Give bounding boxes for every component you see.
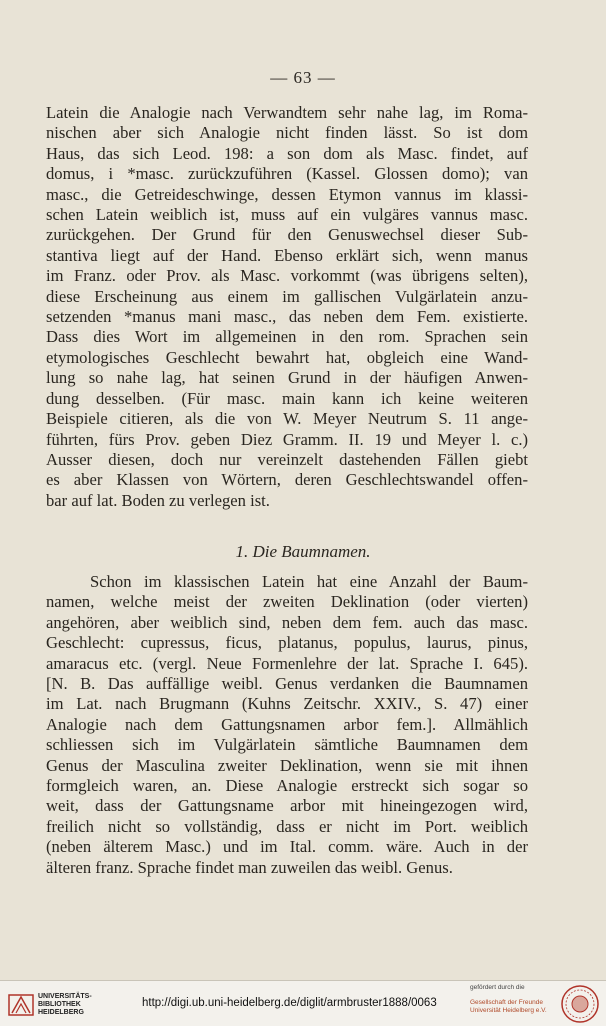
text-line: führten, fürs Prov. geben Diez Gramm. II. 19 und Meyer l. c.): [46, 429, 528, 449]
text-line: Beispiele citieren, als die von W. Meyer Neutrum S. 11 ange-: [46, 409, 528, 429]
text-line: schliessen sich im Vulgärlatein sämtliche Baumnamen dem: [46, 735, 528, 755]
text-line: domus, i *masc. zurückzuführen (Kassel. Glossen domo); van: [46, 164, 528, 184]
text-line: angehören, aber weiblich sind, neben dem fem. auch das masc.: [46, 612, 528, 632]
sponsor-name-line: Universität Heidelberg e.V.: [470, 1007, 547, 1014]
text-line: Schon im klassischen Latein hat eine Anzahl der Baum-: [90, 572, 528, 591]
text-line: dung desselben. (Für masc. main kann ich keine weiteren: [46, 388, 528, 408]
text-line: freilich nicht so vollständig, dass er nicht im Port. weiblich: [46, 816, 528, 836]
text-line: lung so nahe lag, hat seinen Grund in der häufigen Anwen-: [46, 368, 528, 388]
text-line: (neben älterem Masc.) und im Ital. comm. wäre. Auch in der: [46, 837, 528, 857]
text-line: masc., die Getreideschwinge, dessen Etymon vannus im klassi-: [46, 184, 528, 204]
text-line: Latein die Analogie nach Verwandtem sehr nahe lag, im Roma-: [46, 103, 528, 122]
paragraph-2: [46, 572, 528, 878]
sponsor-note: gefördert durch die: [470, 984, 525, 991]
text-line: bar auf lat. Boden zu verlegen ist.: [46, 490, 270, 510]
text-line: formgleich waren, an. Diese Analogie erstreckt sich sogar so: [46, 776, 528, 796]
text-line: nischen aber sich Analogie nicht finden lässt. So ist dom: [46, 123, 528, 143]
text-line: amaracus etc. (vergl. Neue Formenlehre der lat. Sprache I. 645).: [46, 653, 528, 673]
viewer-footer: [0, 980, 606, 1026]
text-line: etymologisches Geschlecht bewahrt hat, obgleich eine Wand-: [46, 347, 528, 367]
section-heading: 1. Die Baumnamen.: [235, 542, 371, 561]
sponsor-name: [470, 999, 547, 1015]
permalink-url[interactable]: http://digi.ub.uni-heidelberg.de/diglit/armbruster1888/0063: [142, 997, 437, 1009]
text-line: stantiva liegt auf der Hand. Ebenso erklärt sich, wenn manus: [46, 245, 528, 265]
paragraph-1: [46, 103, 528, 511]
text-line: es aber Klassen von Wörtern, deren Geschlechtswandel offen-: [46, 470, 528, 490]
library-name-line: BIBLIOTHEK: [38, 1001, 81, 1008]
library-name-line: HEIDELBERG: [38, 1009, 84, 1016]
text-line: namen, welche meist der zweiten Deklination (oder vierten): [46, 592, 528, 612]
library-name-line: UNIVERSITÄTS-: [38, 993, 92, 1000]
text-line: [N. B. Das auffällige weibl. Genus verdanken die Baumnamen: [46, 674, 528, 694]
library-name: [38, 993, 92, 1017]
text-line: im Franz. oder Prov. als Masc. vorkommt (was übrigens selten),: [46, 266, 528, 286]
text-line: setzenden *manus mani masc., das neben dem Fem. existierte.: [46, 307, 528, 327]
text-line: weit, dass der Gattungsname arbor mit hineingezogen wird,: [46, 796, 528, 816]
text-line: älteren franz. Sprache findet man zuweilen das weibl. Genus.: [46, 857, 453, 877]
sponsor-name-line: Gesellschaft der Freunde: [470, 999, 543, 1006]
text-line: Geschlecht: cupressus, ficus, platanus, populus, laurus, pinus,: [46, 633, 528, 653]
text-line: schen Latein weiblich ist, muss auf ein vulgäres vannus masc.: [46, 205, 528, 225]
text-line: zurückgehen. Der Grund für den Genuswechsel dieser Sub-: [46, 225, 528, 245]
university-seal-icon: [560, 984, 600, 1024]
text-line: Dass dies Wort im allgemeinen in den rom. Sprachen sein: [46, 327, 528, 347]
page-number: — 63 —: [270, 68, 336, 87]
text-line: Ausser diesen, doch nur vereinzelt dastehenden Fällen giebt: [46, 449, 528, 469]
text-line: Analogie nach dem Gattungsnamen arbor fem.]. Allmählich: [46, 714, 528, 734]
text-line: Haus, das sich Leod. 198: a son dom als Masc. findet, auf: [46, 143, 528, 163]
text-line: Genus der Masculina zweiter Deklination, wenn sie mit ihnen: [46, 755, 528, 775]
university-library-logo-icon: [6, 989, 36, 1019]
text-line: diese Erscheinung aus einem im gallischen Vulgärlatein anzu-: [46, 286, 528, 306]
text-line: im Lat. nach Brugmann (Kuhns Zeitschr. XXIV., S. 47) einer: [46, 694, 528, 714]
